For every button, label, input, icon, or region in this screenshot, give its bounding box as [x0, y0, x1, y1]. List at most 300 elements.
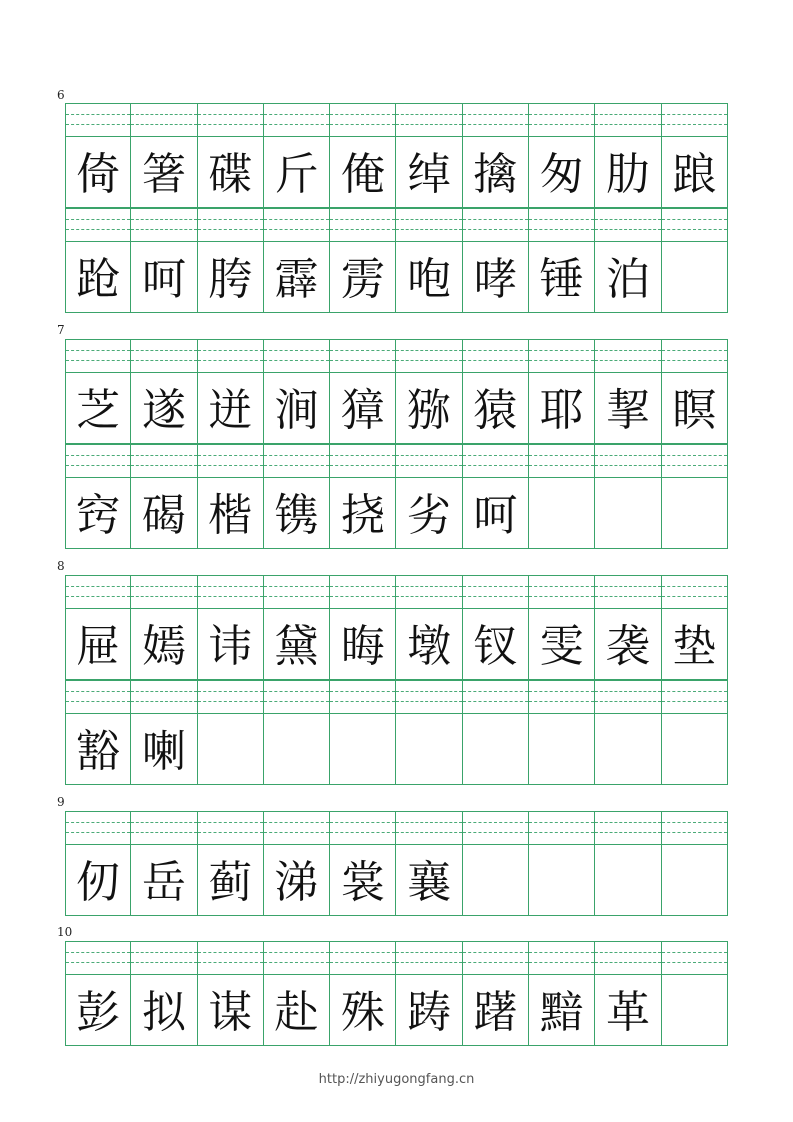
hanzi-cell[interactable] [264, 975, 330, 1046]
guide-line [66, 229, 130, 230]
hanzi-cell[interactable] [595, 609, 661, 680]
guide-line [529, 229, 594, 230]
pinyin-cell[interactable] [264, 444, 330, 478]
section-grid [65, 575, 728, 785]
guide-line [264, 962, 329, 963]
hanzi-character: 绰 [407, 149, 452, 200]
guide-line [66, 114, 130, 115]
hanzi-cell[interactable] [463, 845, 529, 916]
pinyin-cell[interactable] [595, 941, 661, 975]
guide-line [264, 596, 329, 597]
hanzi-cell[interactable] [131, 714, 197, 785]
pinyin-cell[interactable] [264, 339, 330, 373]
pinyin-cell[interactable] [264, 680, 330, 714]
pinyin-cell[interactable] [198, 444, 264, 478]
pinyin-cell[interactable] [65, 103, 131, 137]
pinyin-cell[interactable] [264, 103, 330, 137]
hanzi-cell[interactable] [396, 478, 462, 549]
pinyin-cell[interactable] [131, 680, 197, 714]
hanzi-character: 匆 [539, 149, 584, 200]
pinyin-cell[interactable] [65, 941, 131, 975]
guide-line [264, 832, 329, 833]
pinyin-row [65, 208, 728, 242]
hanzi-cell[interactable] [330, 845, 396, 916]
pinyin-cell[interactable] [131, 208, 197, 242]
guide-line [396, 691, 461, 692]
hanzi-character: 跄 [76, 254, 121, 305]
pinyin-cell[interactable] [65, 444, 131, 478]
pinyin-cell[interactable] [396, 103, 462, 137]
pinyin-cell[interactable] [264, 941, 330, 975]
pinyin-cell[interactable] [662, 103, 728, 137]
guide-line [595, 219, 660, 220]
pinyin-cell[interactable] [330, 811, 396, 845]
hanzi-cell[interactable] [330, 373, 396, 444]
hanzi-row [65, 714, 728, 785]
hanzi-cell[interactable] [65, 975, 131, 1046]
pinyin-cell[interactable] [463, 941, 529, 975]
pinyin-cell[interactable] [330, 208, 396, 242]
guide-line [463, 219, 528, 220]
hanzi-cell[interactable] [198, 609, 264, 680]
pinyin-cell[interactable] [463, 103, 529, 137]
hanzi-cell[interactable] [198, 242, 264, 313]
pinyin-cell[interactable] [330, 339, 396, 373]
pinyin-cell[interactable] [529, 444, 595, 478]
guide-line [662, 962, 727, 963]
pinyin-cell[interactable] [65, 680, 131, 714]
pinyin-cell[interactable] [463, 575, 529, 609]
guide-line [463, 596, 528, 597]
hanzi-character: 涕 [274, 857, 319, 908]
hanzi-cell[interactable] [595, 845, 661, 916]
pinyin-cell[interactable] [396, 680, 462, 714]
guide-line [131, 360, 196, 361]
hanzi-cell[interactable] [396, 373, 462, 444]
guide-line [330, 832, 395, 833]
hanzi-character: 谋 [208, 987, 253, 1038]
hanzi-cell[interactable] [330, 975, 396, 1046]
guide-line [463, 465, 528, 466]
guide-line [595, 465, 660, 466]
pinyin-cell[interactable] [131, 103, 197, 137]
hanzi-cell[interactable] [396, 609, 462, 680]
hanzi-character: 肋 [606, 149, 651, 200]
guide-line [264, 455, 329, 456]
pinyin-cell[interactable] [131, 811, 197, 845]
guide-line [330, 124, 395, 125]
pinyin-cell[interactable] [595, 575, 661, 609]
hanzi-cell[interactable] [463, 137, 529, 208]
hanzi-character: 雳 [340, 254, 385, 305]
hanzi-character: 獐 [340, 385, 385, 436]
hanzi-cell[interactable] [529, 714, 595, 785]
pinyin-cell[interactable] [529, 208, 595, 242]
pinyin-cell[interactable] [529, 941, 595, 975]
pinyin-cell[interactable] [396, 575, 462, 609]
guide-line [198, 350, 263, 351]
guide-line [66, 360, 130, 361]
pinyin-cell[interactable] [463, 680, 529, 714]
hanzi-cell[interactable] [198, 373, 264, 444]
guide-line [595, 822, 660, 823]
hanzi-cell[interactable] [330, 242, 396, 313]
guide-line [198, 962, 263, 963]
hanzi-row [65, 373, 728, 444]
pinyin-cell[interactable] [529, 575, 595, 609]
guide-line [330, 360, 395, 361]
hanzi-cell[interactable] [65, 714, 131, 785]
guide-line [330, 822, 395, 823]
guide-line [264, 691, 329, 692]
hanzi-character: 镌 [274, 490, 319, 541]
hanzi-character: 挈 [606, 385, 651, 436]
guide-line [198, 229, 263, 230]
guide-line [264, 219, 329, 220]
pinyin-cell[interactable] [529, 811, 595, 845]
guide-line [463, 360, 528, 361]
pinyin-cell[interactable] [463, 208, 529, 242]
hanzi-cell[interactable] [264, 373, 330, 444]
guide-line [662, 832, 727, 833]
hanzi-cell[interactable] [529, 975, 595, 1046]
guide-line [330, 952, 395, 953]
hanzi-cell[interactable] [463, 373, 529, 444]
hanzi-character: 岳 [141, 857, 186, 908]
hanzi-cell[interactable] [662, 845, 728, 916]
guide-line [595, 360, 660, 361]
pinyin-cell[interactable] [131, 941, 197, 975]
pinyin-cell[interactable] [662, 575, 728, 609]
hanzi-character: 彭 [76, 987, 121, 1038]
guide-line [396, 219, 461, 220]
hanzi-cell[interactable] [198, 975, 264, 1046]
guide-line [529, 124, 594, 125]
pinyin-row [65, 941, 728, 975]
guide-line [198, 832, 263, 833]
pinyin-cell[interactable] [264, 575, 330, 609]
hanzi-cell[interactable] [330, 137, 396, 208]
pinyin-cell[interactable] [65, 811, 131, 845]
pinyin-cell[interactable] [529, 103, 595, 137]
guide-line [595, 124, 660, 125]
guide-line [330, 114, 395, 115]
hanzi-cell[interactable] [264, 609, 330, 680]
pinyin-cell[interactable] [662, 444, 728, 478]
hanzi-cell[interactable] [131, 975, 197, 1046]
hanzi-cell[interactable] [65, 845, 131, 916]
section-number: 7 [57, 323, 65, 337]
guide-line [529, 219, 594, 220]
hanzi-cell[interactable] [396, 242, 462, 313]
pinyin-cell[interactable] [198, 103, 264, 137]
hanzi-cell[interactable] [65, 478, 131, 549]
pinyin-cell[interactable] [396, 941, 462, 975]
hanzi-cell[interactable] [463, 609, 529, 680]
guide-line [198, 586, 263, 587]
guide-line [463, 962, 528, 963]
pinyin-cell[interactable] [65, 575, 131, 609]
hanzi-character: 仞 [76, 857, 121, 908]
hanzi-cell[interactable] [529, 242, 595, 313]
guide-line [198, 596, 263, 597]
pinyin-cell[interactable] [595, 103, 661, 137]
guide-line [131, 219, 196, 220]
hanzi-cell[interactable] [198, 845, 264, 916]
hanzi-character: 劣 [407, 490, 452, 541]
guide-line [529, 962, 594, 963]
hanzi-cell[interactable] [529, 845, 595, 916]
guide-line [330, 465, 395, 466]
hanzi-cell[interactable] [396, 714, 462, 785]
hanzi-character: 耶 [539, 385, 584, 436]
pinyin-cell[interactable] [131, 575, 197, 609]
pinyin-cell[interactable] [330, 103, 396, 137]
guide-line [66, 691, 130, 692]
hanzi-row [65, 609, 728, 680]
hanzi-cell[interactable] [131, 137, 197, 208]
hanzi-cell[interactable] [396, 845, 462, 916]
guide-line [131, 114, 196, 115]
hanzi-cell[interactable] [264, 137, 330, 208]
hanzi-cell[interactable] [65, 609, 131, 680]
hanzi-cell[interactable] [595, 137, 661, 208]
guide-line [330, 596, 395, 597]
pinyin-cell[interactable] [662, 339, 728, 373]
guide-line [198, 124, 263, 125]
hanzi-character: 袭 [606, 621, 651, 672]
guide-line [396, 962, 461, 963]
hanzi-cell[interactable] [131, 242, 197, 313]
pinyin-cell[interactable] [595, 680, 661, 714]
pinyin-cell[interactable] [595, 208, 661, 242]
hanzi-cell[interactable] [396, 975, 462, 1046]
hanzi-cell[interactable] [662, 714, 728, 785]
pinyin-cell[interactable] [529, 680, 595, 714]
guide-line [264, 586, 329, 587]
hanzi-cell[interactable] [595, 242, 661, 313]
guide-line [396, 114, 461, 115]
guide-line [595, 229, 660, 230]
hanzi-character: 斤 [274, 149, 319, 200]
hanzi-cell[interactable] [662, 478, 728, 549]
hanzi-cell[interactable] [131, 478, 197, 549]
hanzi-character: 革 [606, 987, 651, 1038]
hanzi-cell[interactable] [662, 609, 728, 680]
hanzi-cell[interactable] [65, 137, 131, 208]
guide-line [131, 229, 196, 230]
pinyin-cell[interactable] [529, 339, 595, 373]
guide-line [396, 701, 461, 702]
guide-line [396, 360, 461, 361]
guide-line [131, 952, 196, 953]
hanzi-cell[interactable] [595, 478, 661, 549]
hanzi-cell[interactable] [463, 478, 529, 549]
guide-line [131, 586, 196, 587]
hanzi-cell[interactable] [529, 478, 595, 549]
pinyin-cell[interactable] [463, 339, 529, 373]
guide-line [198, 219, 263, 220]
pinyin-cell[interactable] [198, 575, 264, 609]
guide-line [529, 952, 594, 953]
hanzi-cell[interactable] [529, 609, 595, 680]
pinyin-cell[interactable] [198, 811, 264, 845]
hanzi-cell[interactable] [264, 714, 330, 785]
guide-line [264, 360, 329, 361]
guide-line [264, 701, 329, 702]
pinyin-cell[interactable] [330, 444, 396, 478]
pinyin-cell[interactable] [65, 339, 131, 373]
guide-line [198, 114, 263, 115]
pinyin-cell[interactable] [463, 811, 529, 845]
hanzi-cell[interactable] [662, 373, 728, 444]
hanzi-character: 哮 [473, 254, 518, 305]
hanzi-character: 楷 [208, 490, 253, 541]
pinyin-cell[interactable] [330, 680, 396, 714]
pinyin-cell[interactable] [396, 339, 462, 373]
hanzi-character: 黛 [274, 621, 319, 672]
guide-line [330, 229, 395, 230]
pinyin-cell[interactable] [595, 339, 661, 373]
pinyin-cell[interactable] [65, 208, 131, 242]
guide-line [264, 952, 329, 953]
pinyin-cell[interactable] [198, 941, 264, 975]
hanzi-cell[interactable] [131, 373, 197, 444]
hanzi-cell[interactable] [463, 975, 529, 1046]
guide-line [131, 455, 196, 456]
guide-line [662, 350, 727, 351]
hanzi-cell[interactable] [330, 714, 396, 785]
hanzi-cell[interactable] [198, 714, 264, 785]
pinyin-cell[interactable] [330, 941, 396, 975]
pinyin-cell[interactable] [595, 444, 661, 478]
pinyin-cell[interactable] [463, 444, 529, 478]
guide-line [529, 822, 594, 823]
guide-line [131, 465, 196, 466]
hanzi-cell[interactable] [131, 845, 197, 916]
guide-line [463, 952, 528, 953]
guide-line [595, 701, 660, 702]
guide-line [198, 465, 263, 466]
pinyin-cell[interactable] [662, 941, 728, 975]
pinyin-cell[interactable] [595, 811, 661, 845]
guide-line [396, 832, 461, 833]
hanzi-character: 咆 [407, 254, 452, 305]
pinyin-cell[interactable] [662, 208, 728, 242]
hanzi-cell[interactable] [330, 609, 396, 680]
guide-line [529, 596, 594, 597]
hanzi-cell[interactable] [463, 242, 529, 313]
hanzi-character: 碣 [141, 490, 186, 541]
hanzi-cell[interactable] [662, 975, 728, 1046]
hanzi-cell[interactable] [396, 137, 462, 208]
hanzi-cell[interactable] [529, 137, 595, 208]
pinyin-cell[interactable] [264, 208, 330, 242]
footer-url[interactable]: http://zhiyugongfang.cn [318, 1072, 475, 1087]
hanzi-cell[interactable] [264, 845, 330, 916]
pinyin-cell[interactable] [662, 680, 728, 714]
guide-line [595, 691, 660, 692]
hanzi-character: 踉 [672, 149, 717, 200]
hanzi-cell[interactable] [264, 478, 330, 549]
pinyin-cell[interactable] [662, 811, 728, 845]
hanzi-cell[interactable] [463, 714, 529, 785]
hanzi-cell[interactable] [198, 478, 264, 549]
hanzi-cell[interactable] [662, 137, 728, 208]
guide-line [595, 962, 660, 963]
guide-line [662, 701, 727, 702]
guide-line [396, 124, 461, 125]
guide-line [396, 822, 461, 823]
hanzi-cell[interactable] [65, 242, 131, 313]
hanzi-cell[interactable] [595, 373, 661, 444]
guide-line [264, 114, 329, 115]
hanzi-character: 墩 [407, 621, 452, 672]
guide-line [662, 360, 727, 361]
hanzi-character: 拟 [141, 987, 186, 1038]
hanzi-character: 襄 [407, 857, 452, 908]
guide-line [529, 455, 594, 456]
pinyin-cell[interactable] [198, 680, 264, 714]
guide-line [198, 952, 263, 953]
hanzi-cell[interactable] [198, 137, 264, 208]
hanzi-cell[interactable] [330, 478, 396, 549]
section-number: 10 [57, 925, 73, 939]
guide-line [662, 691, 727, 692]
guide-line [131, 124, 196, 125]
guide-line [330, 219, 395, 220]
guide-line [529, 114, 594, 115]
guide-line [463, 822, 528, 823]
pinyin-row [65, 575, 728, 609]
hanzi-character: 迸 [208, 385, 253, 436]
guide-line [595, 586, 660, 587]
guide-line [131, 832, 196, 833]
guide-line [66, 701, 130, 702]
guide-line [662, 219, 727, 220]
guide-line [463, 229, 528, 230]
guide-line [662, 455, 727, 456]
pinyin-cell[interactable] [198, 208, 264, 242]
guide-line [264, 822, 329, 823]
hanzi-cell[interactable] [529, 373, 595, 444]
pinyin-cell[interactable] [330, 575, 396, 609]
hanzi-character: 倚 [76, 149, 121, 200]
pinyin-cell[interactable] [131, 444, 197, 478]
pinyin-cell[interactable] [198, 339, 264, 373]
pinyin-cell[interactable] [396, 444, 462, 478]
pinyin-cell[interactable] [396, 208, 462, 242]
guide-line [662, 114, 727, 115]
pinyin-cell[interactable] [264, 811, 330, 845]
section-number: 8 [57, 559, 65, 573]
pinyin-cell[interactable] [131, 339, 197, 373]
hanzi-cell[interactable] [662, 242, 728, 313]
hanzi-cell[interactable] [131, 609, 197, 680]
guide-line [595, 114, 660, 115]
hanzi-cell[interactable] [595, 714, 661, 785]
guide-line [264, 465, 329, 466]
hanzi-cell[interactable] [65, 373, 131, 444]
hanzi-character: 踌 [407, 987, 452, 1038]
section-grid [65, 339, 728, 549]
hanzi-cell[interactable] [264, 242, 330, 313]
hanzi-row [65, 975, 728, 1046]
hanzi-cell[interactable] [595, 975, 661, 1046]
hanzi-character: 裳 [340, 857, 385, 908]
pinyin-cell[interactable] [396, 811, 462, 845]
hanzi-character: 豁 [76, 726, 121, 777]
